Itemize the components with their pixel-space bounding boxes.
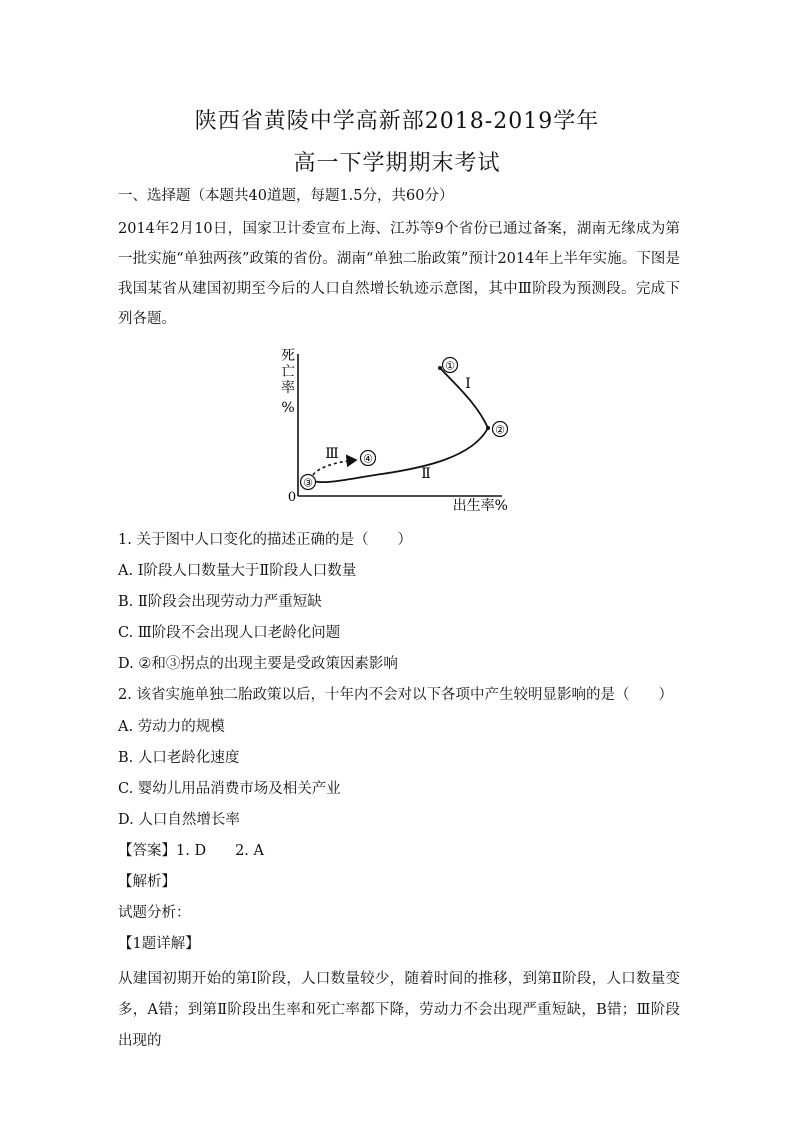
population-growth-figure — [272, 346, 516, 516]
question-2-option-d: D. 人口自然增长率 — [118, 812, 240, 828]
point-1-dot — [438, 366, 442, 370]
question-1-option-c: C. Ⅲ阶段不会出现人口老龄化问题 — [118, 625, 341, 641]
stage-2-label: Ⅱ — [421, 466, 431, 482]
point-2-dot — [486, 426, 490, 430]
stage-3-label: Ⅲ — [325, 446, 339, 462]
q1-detail-body — [118, 964, 680, 1057]
svg-text:④: ④ — [363, 452, 373, 466]
question-intro — [118, 214, 680, 334]
stage-1-curve — [440, 368, 488, 428]
svg-text:③: ③ — [303, 476, 313, 490]
question-1-option-d: D. ②和③拐点的出现主要是受政策因素影响 — [118, 656, 398, 672]
point-4-label — [361, 451, 376, 466]
q1-detail-heading: 【1题详解】 — [118, 936, 200, 952]
svg-text:①: ① — [445, 359, 455, 373]
population-trajectory-diagram — [272, 346, 516, 516]
intro-text: 2014年2月10日，国家卫计委宣布上海、江苏等9个省份已通过备案，湖南无缘成为第一批实施“单独两孩”政策的省份。湖南“单独二胎政策”预计2014年上半年实施。下图是我国某省从建国初期至今后的人口自然增长轨迹示意图，其中Ⅲ阶段为预测段。完成下列各题。 — [118, 221, 680, 327]
svg-text:②: ② — [495, 423, 505, 437]
point-1-label — [443, 358, 458, 373]
question-2-stem: 2. 该省实施单独二胎政策以后，十年内不会对以下各项中产生较明显影响的是（ ） — [118, 687, 673, 703]
question-2-option-a: A. 劳动力的规模 — [118, 719, 225, 735]
y-axis-label-1: 死 — [281, 348, 295, 364]
analysis-intro: 试题分析： — [118, 905, 191, 921]
exam-title-line2: 高一下学期期末考试 — [293, 151, 501, 176]
analysis-heading: 【解析】 — [118, 874, 176, 890]
answer-line: 【答案】1. D 2. A — [118, 843, 264, 859]
y-axis-label-4: % — [281, 400, 295, 416]
question-1-option-a: A. Ⅰ阶段人口数量大于Ⅱ阶段人口数量 — [118, 563, 357, 579]
point-2-label — [493, 422, 508, 437]
origin-label: 0 — [287, 490, 297, 505]
question-2-option-b: B. 人口老龄化速度 — [118, 750, 240, 766]
q1-detail-text: 从建国初期开始的第Ⅰ阶段，人口数量较少，随着时间的推移，到第Ⅱ阶段，人口数量变多，A错；到第Ⅱ阶段出生率和死亡率都下降，劳动力不会出现严重短缺，B错；Ⅲ阶段出现的 — [118, 971, 680, 1049]
stage-3-curve — [310, 460, 356, 480]
point-3-label — [301, 475, 316, 490]
x-axis-label: 出生率% — [452, 498, 508, 514]
stage-1-label: Ⅰ — [465, 376, 471, 392]
section-heading: 一、选择题（本题共40道题，每题1.5分，共60分） — [118, 188, 454, 204]
y-axis-label-3: 率 — [281, 380, 295, 396]
exam-title-line1: 陕西省黄陵中学高新部2018-2019学年 — [194, 109, 600, 134]
question-1-stem: 1. 关于图中人口变化的描述正确的是（ ） — [118, 532, 412, 548]
y-axis-label-2: 亡 — [281, 364, 295, 380]
question-1-option-b: B. Ⅱ阶段会出现劳动力严重短缺 — [118, 594, 322, 610]
question-2-option-c: C. 婴幼儿用品消费市场及相关产业 — [118, 781, 341, 797]
